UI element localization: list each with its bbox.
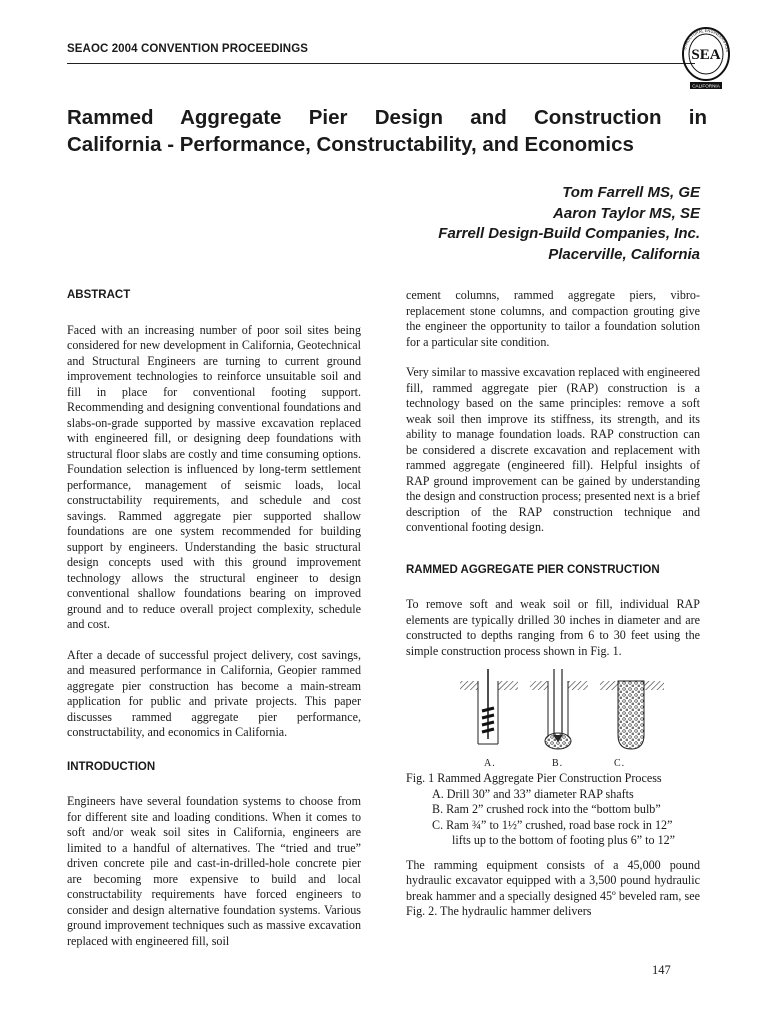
caption-item: C. Ram ¾” to 1½” crushed, road base rock in 12” (432, 817, 673, 832)
header-rule (67, 63, 695, 64)
body-paragraph: To remove soft and weak soil or fill, individual RAP elements are typically drilled 30 inches in diameter and are constructed to depths ranging from 6 to 30 feet using the simple construction process shown in Fig. 1. (406, 597, 700, 658)
author-name: Tom Farrell MS, GE (562, 184, 700, 201)
body-paragraph: Very similar to massive excavation replaced with engineered fill, rammed aggregate pier (RAP) construction is a technology based on the same principles: remove a soft weak soil then improve its stiffness, its strength, and its ability to manage foundation loads. RAP construction can be considered a discrete excavation and replacement with rammed aggregate (engineered fill). Helpful insights of RAP ground improvement can be gained by understanding the design and construction process; presented next is a brief description of the RAP construction technique and conventional footing design. (406, 365, 700, 534)
author-block (438, 183, 700, 265)
figure-caption (406, 771, 700, 849)
logo-arc-text: STRUCTURAL ENGINEERS ASS (682, 27, 731, 53)
logo-banner-text: CALIFORNIA (692, 83, 720, 89)
abstract-paragraph: Faced with an increasing number of poor soil sites being considered for new development in California, Geotechnical and Structural Engineers are turning to current ground improvement technologies to reinforce unsuitable soil and fill in place for conventional footing support. Recommending and designing conventional foundations and slabs-on-grade supported by massive excavation replaced with engineered fill, or designing deep foundations with structural floor slabs are costly and time consuming options. Foundation selection is influenced by long-term settlement performance, management of seismic loads, local constructability requirements, and schedule and cost savings. Rammed aggregate pier supported shallow foundations are one system recommended for building support by engineers. Understanding the basic structural design concepts used with this ground improvement technology allows the structural engineer to design conventional shallow foundations bearing on improved ground and to reduce overall project complexity, schedule and cost. (67, 322, 361, 631)
introduction-paragraph: Engineers have several foundation systems to choose from for different site and loading conditions. When it comes to soft and/or weak soil sites in California, engineers are limited to a handful of alternatives. The “tried and true” driven concrete pile and cast-in-drilled-hole concrete pier are becoming more expensive to build and local constructability requirements have forced engineers to consider and design alternative foundation systems. Various ground improvement techniques such as massive excavation replaced with engineered fill, soil (67, 794, 361, 948)
body-paragraph: cement columns, rammed aggregate piers, vibro-replacement stone columns, and compaction grouting give the engineer the opportunity to tailor a foundation solution for a particular site condition. (406, 288, 700, 349)
author-location: Placerville, California (548, 245, 700, 263)
paper-title (67, 104, 707, 158)
introduction-heading: INTRODUCTION (67, 760, 156, 773)
construction-heading: RAMMED AGGREGATE PIER CONSTRUCTION (406, 563, 660, 576)
caption-item: A. Drill 30” and 33” diameter RAP shafts (432, 786, 634, 801)
abstract-heading: ABSTRACT (67, 289, 131, 301)
caption-item-continued: lifts up to the bottom of footing plus 6” to 12” (452, 833, 676, 847)
construction-process-diagram (406, 669, 700, 757)
body-paragraph: The ramming equipment consists of a 45,000 pound hydraulic excavator equipped with a 3,500 pound hydraulic break hammer and a specially designed 45º beveled ram, see Fig. 2. The hydraulic hammer delivers (406, 857, 700, 918)
panel-b-bulb (530, 669, 588, 749)
title-line: California - Performance, Constructability, and Economics (67, 133, 634, 156)
panel-c-pier (600, 681, 664, 749)
figure-label-c: C. (614, 758, 626, 769)
caption-item: B. Ram 2” crushed rock into the “bottom bulb” (432, 802, 661, 816)
page-number: 147 (652, 963, 671, 977)
caption-title: Fig. 1 Rammed Aggregate Pier Construction Process (406, 771, 662, 785)
right-column (406, 288, 700, 920)
author-affiliation: Farrell Design-Build Companies, Inc. (438, 225, 700, 242)
title-line: Rammed Aggregate Pier Design and Construction in (67, 106, 707, 129)
panel-a-drill (460, 669, 518, 744)
running-header: SEAOC 2004 CONVENTION PROCEEDINGS (67, 43, 309, 55)
seaoc-logo (676, 22, 736, 94)
figure-label-a: A. (484, 758, 496, 769)
figure-1 (406, 669, 700, 769)
logo-monogram: SEA (691, 47, 721, 63)
author-name: Aaron Taylor MS, SE (553, 204, 700, 222)
left-column (67, 288, 361, 949)
abstract-paragraph: After a decade of successful project delivery, cost savings, and measured performance in California, Geopier rammed aggregate pier construction has become a main-stream application for public and private projects. This paper discusses rammed aggregate pier performance, constructability, and economics in California. (67, 647, 361, 739)
figure-label-b: B. (552, 758, 564, 769)
